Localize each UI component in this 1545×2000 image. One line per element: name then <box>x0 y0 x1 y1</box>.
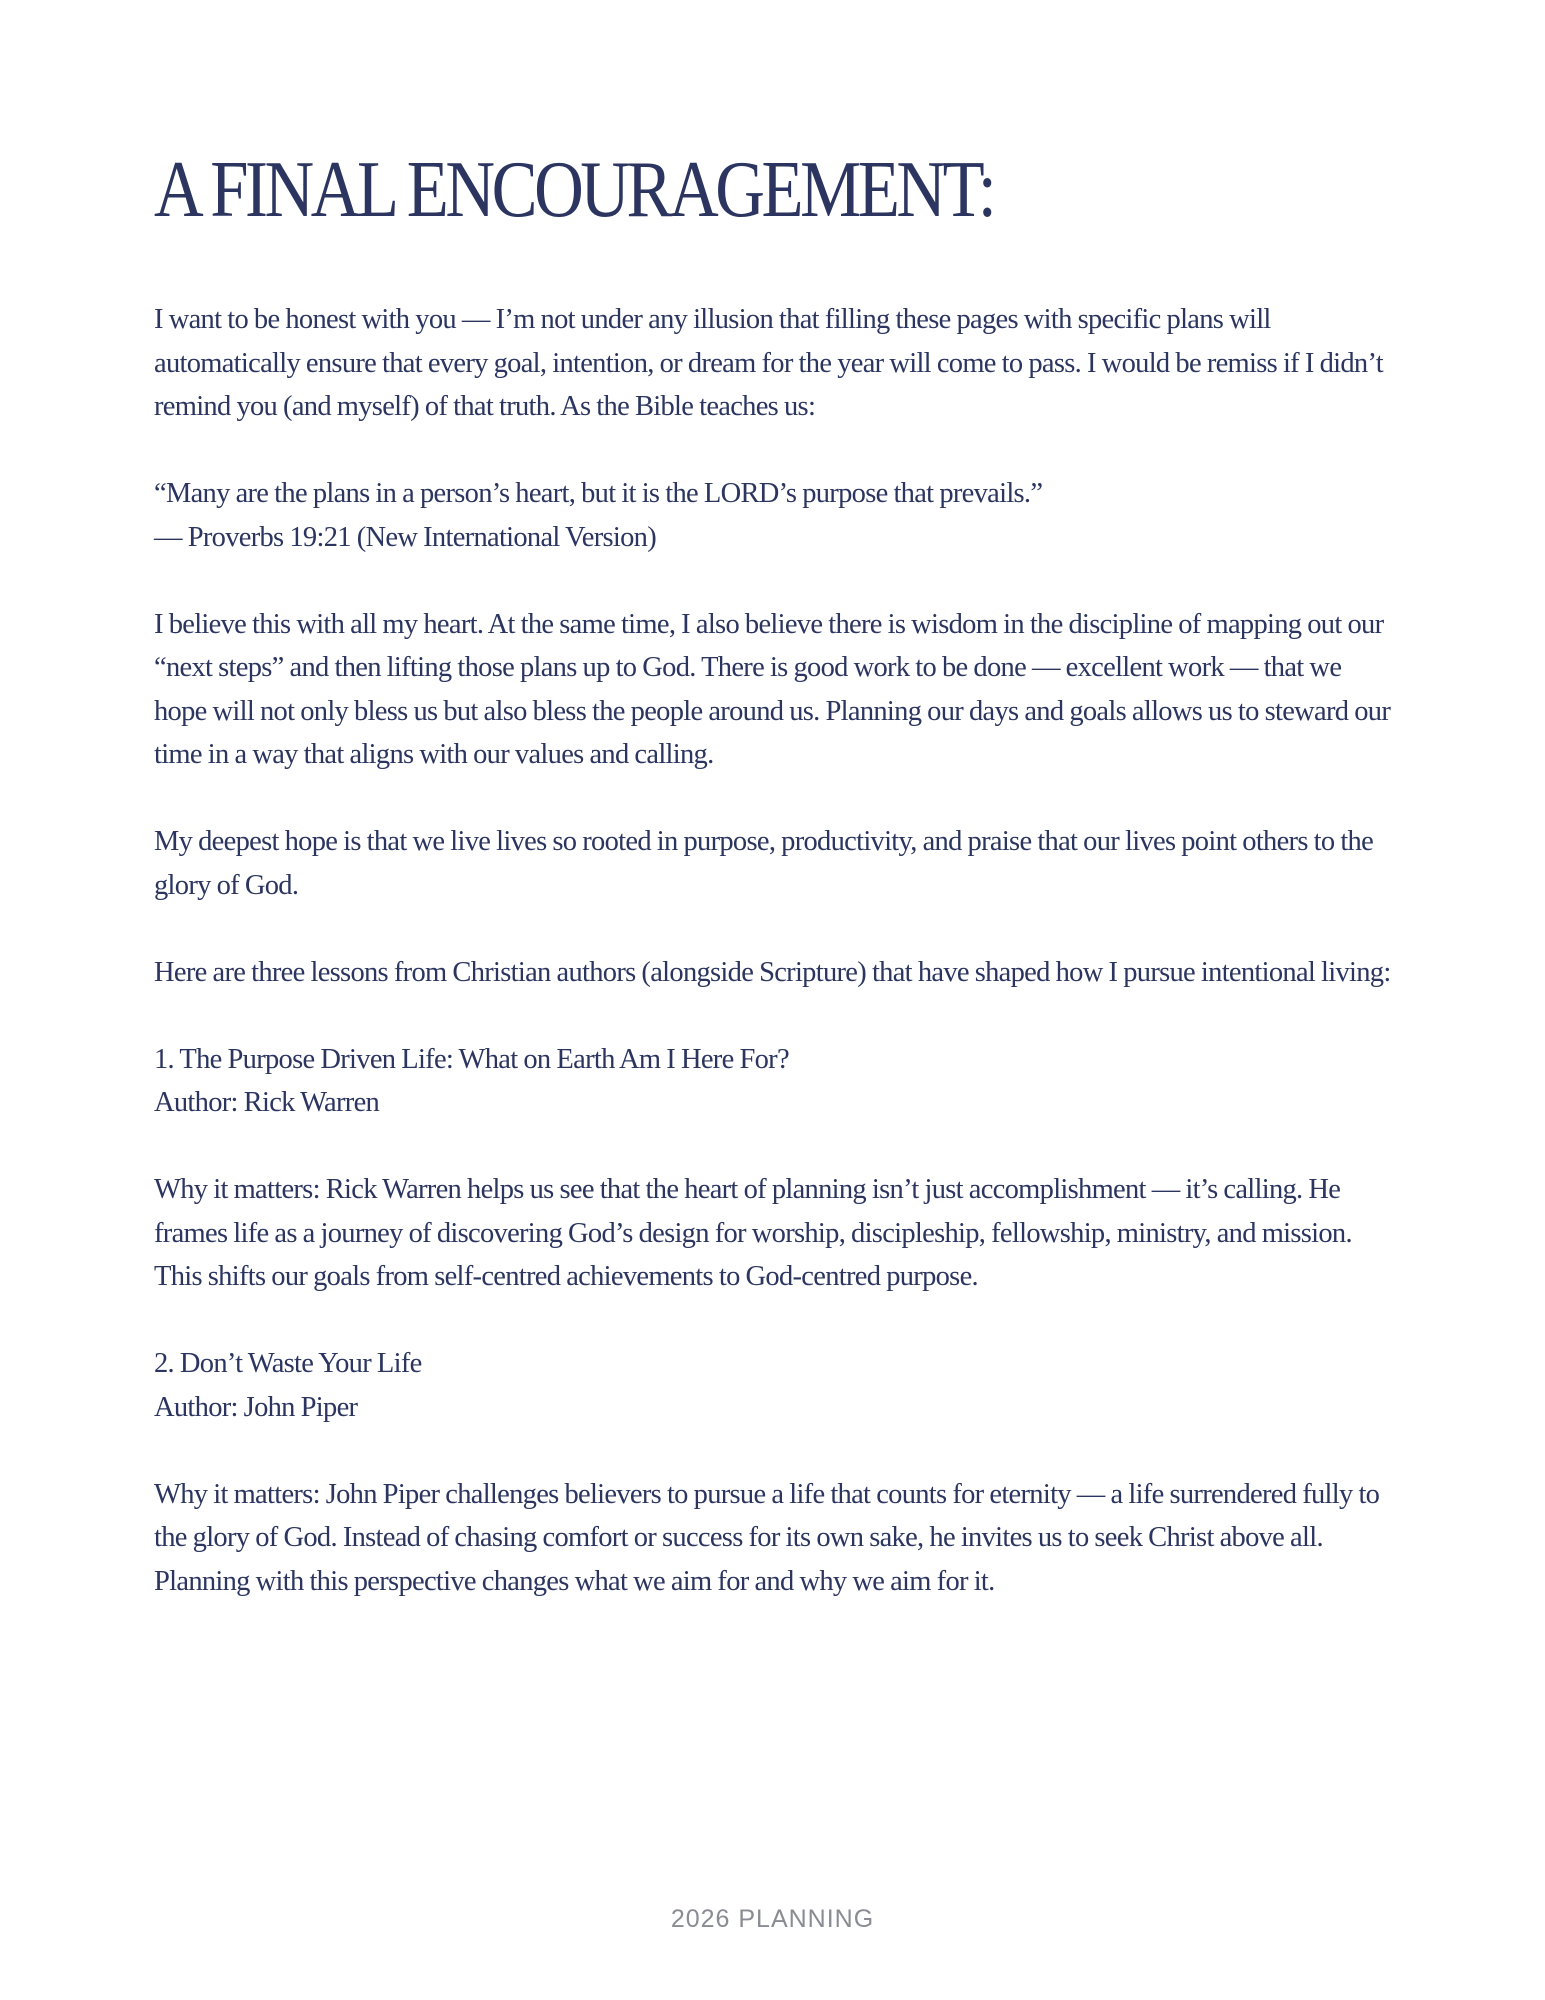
page-footer: 2026 PLANNING <box>670 1905 875 1933</box>
document-page <box>154 146 1394 1647</box>
book-2-heading: 2. Don’t Waste Your Life Author: John Piper <box>154 1348 422 1423</box>
intro-paragraph: I want to be honest with you — I’m not under any illusion that filling these pages with specific plans will automatically ensure that every goal, intention, or dream for the year will come to pass. I would be remiss if I didn’t remind you (and myself) of that truth. As the Bible teaches us: <box>154 304 1383 422</box>
hope-paragraph: My deepest hope is that we live lives so rooted in purpose, productivity, and praise that our lives point others to the glory of God. <box>154 826 1374 901</box>
book-2-description: Why it matters: John Piper challenges believers to pursue a life that counts for eternity — a life surrendered fully to the glory of God. Instead of chasing comfort or success for its own sake, he invites us to seek Christ above all. Planning with this perspective changes what we aim for and why we aim for it. <box>154 1478 1380 1597</box>
book-1-description: Why it matters: Rick Warren helps us see that the heart of planning isn’t just accomplishment — it’s calling. He frames life as a journey of discovering God’s design for worship, discipleship, fellowship, ministry, and mission. This shifts our goals from self-centred achievements to God-centred purpose. <box>154 1174 1352 1292</box>
body-text <box>154 298 1394 1603</box>
scripture-quote: “Many are the plans in a person’s heart, but it is the LORD’s purpose that prevails.” — Proverbs 19:21 (New International Version) <box>154 478 1043 553</box>
book-1-heading: 1. The Purpose Driven Life: What on Earth Am I Here For? Author: Rick Warren <box>154 1043 789 1118</box>
page-title: A FINAL ENCOURAGEMENT: <box>154 146 994 234</box>
lessons-intro-paragraph: Here are three lessons from Christian authors (alongside Scripture) that have shaped how I pursue intentional living: <box>154 956 1391 988</box>
belief-paragraph: I believe this with all my heart. At the same time, I also believe there is wisdom in the discipline of mapping out our “next steps” and then lifting those plans up to God. There is good work to be done — excellent work — that we hope will not only bless us but also bless the people around us. Planning our days and goals allows us to steward our time in a way that aligns with our values and calling. <box>154 608 1391 770</box>
